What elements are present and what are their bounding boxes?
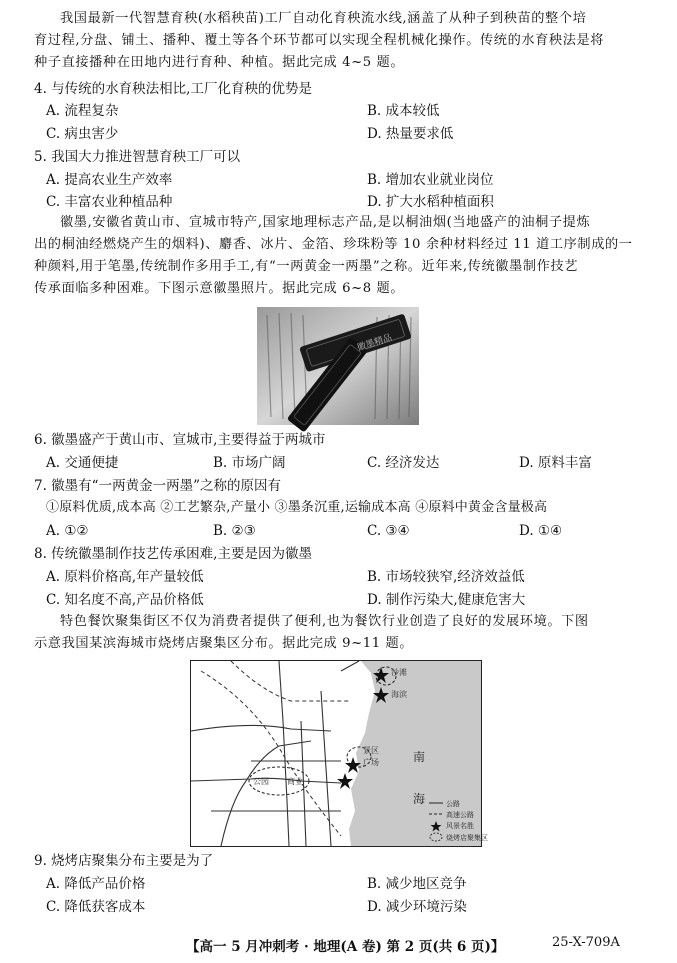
- place-label-3: 景区: [363, 746, 379, 755]
- legend-expressway: 高速公路: [446, 811, 474, 819]
- bbq-cluster-map: [190, 660, 488, 847]
- passage-2-line-4: 传承面临多种困难。下图示意徽墨照片。据此完成 6~8 题。: [34, 281, 405, 296]
- question-9-option-d[interactable]: D. 减少环境污染: [367, 899, 467, 915]
- sea-label-1: 南: [413, 750, 426, 764]
- sea-label-2: 海: [413, 792, 426, 806]
- legend-bbq-cluster: 烧烤店聚集区: [446, 834, 488, 842]
- legend-road: 公路: [446, 800, 460, 808]
- bbq-cluster-map-illustration: [191, 661, 488, 846]
- question-9-option-a[interactable]: A. 降低产品价格: [46, 876, 146, 892]
- question-4-stem: 4. 与传统的水育秧法相比,工厂化育秧的优势是: [34, 81, 312, 97]
- legend-scenic: 风景名胜: [446, 822, 474, 830]
- question-7-option-c[interactable]: C. ③④: [367, 523, 410, 539]
- question-7-option-d[interactable]: D. ①④: [519, 523, 563, 539]
- ink-stick-inscription: 徽墨精品: [356, 333, 394, 354]
- question-8-option-c[interactable]: C. 知名度不高,产品价格低: [46, 592, 204, 608]
- page-footer-code: 25-X-709A: [552, 935, 620, 950]
- place-label-5: 公园: [253, 777, 269, 786]
- hui-ink-photo-illustration: [257, 307, 419, 425]
- question-6-option-d[interactable]: D. 原料丰富: [519, 455, 592, 471]
- question-4-option-b[interactable]: B. 成本较低: [367, 103, 440, 119]
- question-5-option-d[interactable]: D. 扩大水稻种植面积: [367, 194, 494, 210]
- question-4-option-a[interactable]: A. 流程复杂: [46, 103, 119, 119]
- question-9-option-c[interactable]: C. 降低获客成本: [46, 899, 146, 915]
- passage-3-line-2: 示意我国某滨海城市烧烤店聚集区分布。据此完成 9~11 题。: [34, 636, 414, 651]
- question-7-statements: ①原料优质,成本高 ②工艺繁杂,产量小 ③墨条沉重,运输成本高 ④原料中黄金含量极高: [46, 500, 548, 515]
- question-8-option-b[interactable]: B. 市场较狭窄,经济效益低: [367, 569, 525, 585]
- question-7-stem: 7. 徽墨有“一两黄金一两墨”之称的原因有: [34, 478, 281, 494]
- place-label-2: 海滨: [391, 690, 407, 699]
- passage-2: [34, 212, 646, 300]
- question-5-stem: 5. 我国大力推进智慧育秧工厂可以: [34, 149, 241, 165]
- question-7-option-b[interactable]: B. ②③: [213, 523, 256, 539]
- question-6-option-b[interactable]: B. 市场广阔: [213, 455, 286, 471]
- passage-2-line-3: 种颜料,用于笔墨,传统制作多用手工,有“一两黄金一两墨”之称。近年来,传统徽墨制作技艺: [34, 259, 578, 274]
- question-6-option-a[interactable]: A. 交通便捷: [46, 455, 119, 471]
- passage-1-line-1: 我国最新一代智慧育秧(水稻秧苗)工厂自动化育秧流水线,涵盖了从种子到秧苗的整个培: [60, 11, 587, 26]
- question-6-option-c[interactable]: C. 经济发达: [367, 455, 440, 471]
- place-label-4: 广场: [363, 758, 379, 767]
- question-8-option-a[interactable]: A. 原料价格高,年产量较低: [46, 569, 204, 585]
- question-7-option-a[interactable]: A. ①②: [46, 523, 89, 539]
- passage-1-line-3: 种子直接播种在田地内进行育种、种植。据此完成 4~5 题。: [34, 55, 405, 70]
- passage-3: [34, 611, 646, 655]
- passage-1: [34, 8, 646, 74]
- question-9-stem: 9. 烧烤店聚集分布主要是为了: [34, 853, 214, 869]
- question-5-option-a[interactable]: A. 提高农业生产效率: [46, 172, 173, 188]
- passage-1-line-2: 育过程,分盘、铺土、播种、覆土等各个环节都可以实现全程机械化操作。传统的水育秧法是将: [34, 33, 605, 48]
- question-8-stem: 8. 传统徽墨制作技艺传承困难,主要是因为徽墨: [34, 546, 312, 562]
- question-4-option-d[interactable]: D. 热量要求低: [367, 126, 454, 142]
- place-label-1: 沙滩: [391, 668, 407, 677]
- passage-2-line-2: 出的桐油经燃烧产生的烟料)、麝香、冰片、金箔、珍珠粉等 10 余种材料经过 11 道工序制成的一: [34, 237, 633, 252]
- road-network: [191, 661, 359, 846]
- question-6-stem: 6. 徽墨盛产于黄山市、宣城市,主要得益于两城市: [34, 432, 326, 448]
- page-footer-title: 【高一 5 月冲刺考 · 地理(A 卷) 第 2 页(共 6 页)】: [186, 939, 505, 955]
- question-9-option-b[interactable]: B. 减少地区竞争: [367, 876, 467, 892]
- question-8-option-d[interactable]: D. 制作污染大,健康危害大: [367, 592, 526, 608]
- place-label-6: 商业: [287, 777, 303, 786]
- question-4-option-c[interactable]: C. 病虫害少: [46, 126, 119, 142]
- passage-3-line-1: 特色餐饮聚集街区不仅为消费者提供了便利,也为餐饮行业创造了良好的发展环境。下图: [60, 614, 589, 629]
- hui-ink-photo: [257, 307, 419, 425]
- question-5-option-b[interactable]: B. 增加农业就业岗位: [367, 172, 494, 188]
- question-5-option-c[interactable]: C. 丰富农业种植品种: [46, 194, 173, 210]
- passage-2-line-1: 徽墨,安徽省黄山市、宣城市特产,国家地理标志产品,是以桐油烟(当地盛产的油桐子提炼: [60, 215, 591, 230]
